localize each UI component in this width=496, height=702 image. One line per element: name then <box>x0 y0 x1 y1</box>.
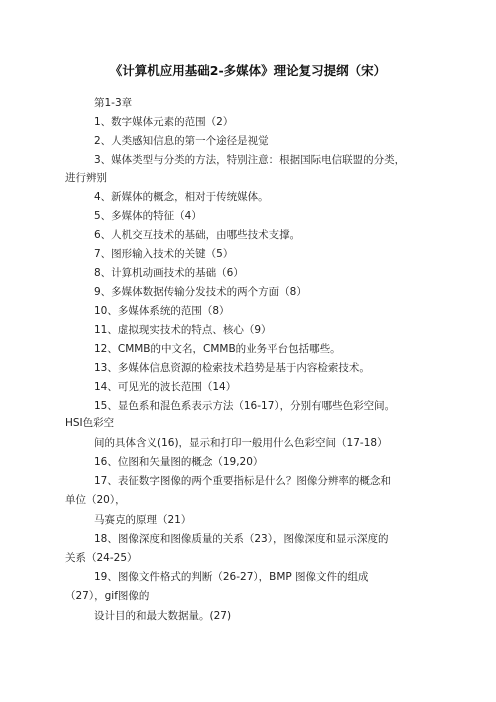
outline-item: 8、计算机动画技术的基础（6） <box>94 267 244 279</box>
outline-item-continuation: 关系（24-25） <box>65 552 138 564</box>
outline-item: 12、CMMB的中文名，CMMB的业务平台包括哪些。 <box>94 343 341 355</box>
outline-item-continuation: 间的具体含义(16)，显示和打印一般用什么色彩空间（17-18） <box>94 437 388 449</box>
outline-item: 3、媒体类型与分类的方法，特别注意：根据国际电信联盟的分类， <box>94 154 406 166</box>
outline-item: 17、表征数字图像的两个重要指标是什么？图像分辨率的概念和 <box>94 475 391 487</box>
outline-item: 15、显色系和混色系表示方法（16-17），分别有哪些色彩空间。 <box>94 400 396 412</box>
outline-item: 13、多媒体信息资源的检索技术趋势是基于内容检索技术。 <box>94 362 370 374</box>
outline-item: 6、人机交互技术的基础，由哪些技术支撑。 <box>94 229 301 241</box>
outline-item-continuation: 马赛克的原理（21） <box>94 514 192 526</box>
outline-item: 9、多媒体数据传输分发技术的两个方面（8） <box>94 286 307 298</box>
outline-item-continuation: （27），gif图像的 <box>65 590 150 602</box>
outline-item: 1、数字媒体元素的范围（2） <box>94 116 234 128</box>
outline-item-continuation: 进行辨别 <box>65 172 107 184</box>
document-title: 《计算机应用基础2-多媒体》理论复习提纲（宋） <box>109 63 387 78</box>
outline-item-continuation: 设计目的和最大数据量。(27) <box>94 610 232 622</box>
outline-item: 18、图像深度和图像质量的关系（23），图像深度和显示深度的 <box>94 533 389 545</box>
outline-item: 16、位图和矢量图的概念（19,20） <box>94 456 264 468</box>
outline-item: 19、图像文件格式的判断（26-27），BMP 图像文件的组成 <box>94 571 369 583</box>
outline-item: 2、人类感知信息的第一个途径是视觉 <box>94 135 269 147</box>
outline-item-continuation: 单位（20）， <box>65 494 126 506</box>
chapter-heading: 第1-3章 <box>94 97 133 109</box>
outline-item-continuation: HSI色彩空 <box>65 417 115 429</box>
outline-item: 4、新媒体的概念，相对于传统媒体。 <box>94 191 269 203</box>
outline-item: 11、虚拟现实技术的特点、核心（9） <box>94 324 272 336</box>
outline-item: 7、图形输入技术的关键（5） <box>94 248 234 260</box>
outline-item: 5、多媒体的特征（4） <box>94 210 202 222</box>
outline-item: 14、可见光的波长范围（14） <box>94 381 237 393</box>
outline-item: 10、多媒体系统的范围（8） <box>94 305 230 317</box>
